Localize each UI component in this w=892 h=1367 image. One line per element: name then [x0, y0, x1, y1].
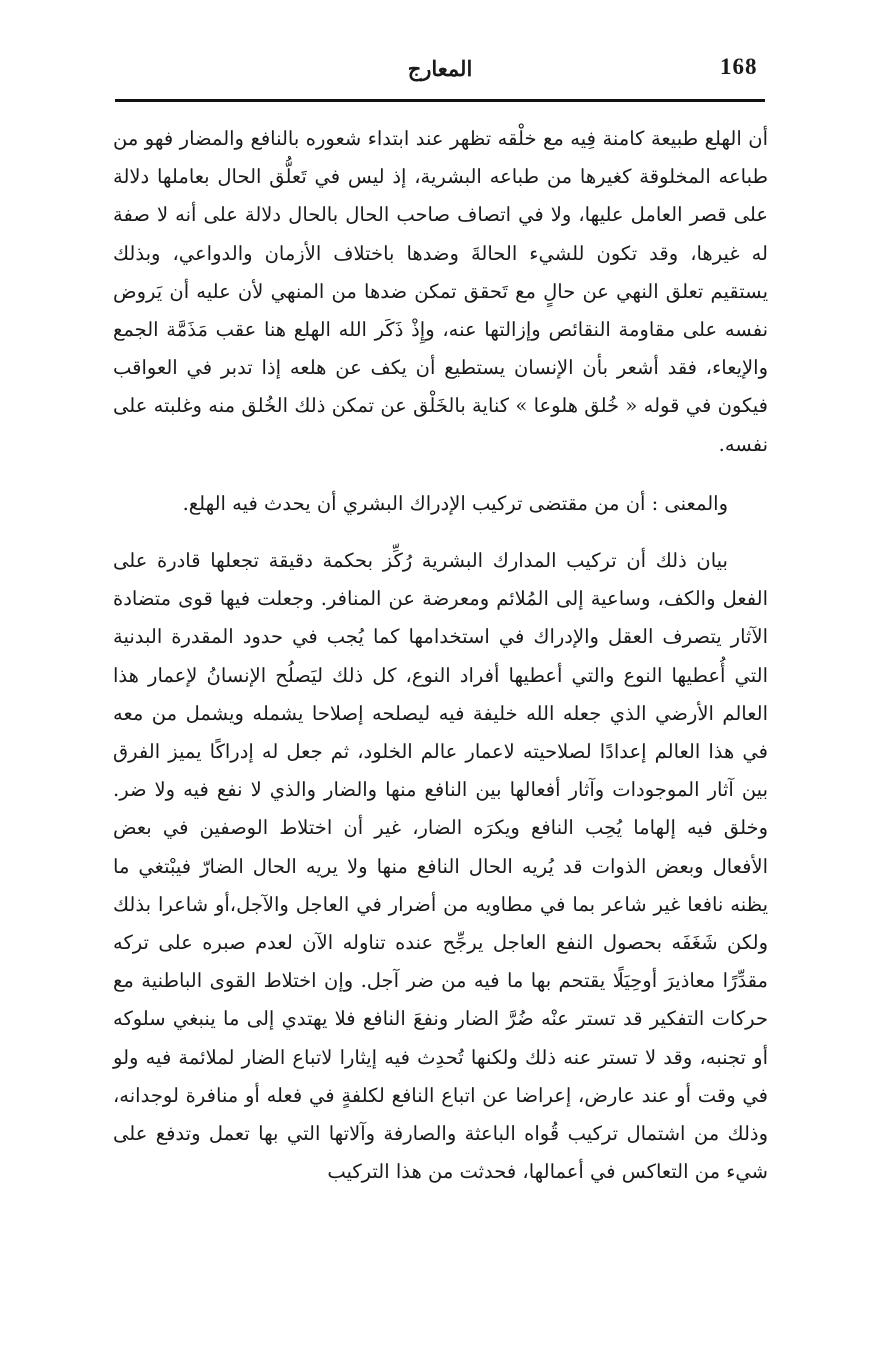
body-text [113, 120, 768, 1191]
running-title: المعارج [407, 56, 473, 81]
paragraph-2: والمعنى : أن من مقتضى تركيب الإدراك البشري أن يحدث فيه الهلع. [182, 491, 728, 515]
page-header [115, 52, 765, 96]
paragraph-1: أن الهلع طبيعة كامنة فِيه مع خلْقه تظهر عند ابتداء شعوره بالنافع والمضار فهو من طباعه المخلوقة كغيرها من طباعه البشرية، إذ ليس في تَعلُّق الحال بعاملها دلالة على قصر العامل عليها، ولا في اتصاف صاحب الحال بالحال دلالة على أنه لا صفة له غيرها، وقد تكون للشيء الحالةَ وضدها باختلاف الأزمان والدواعي، وبذلك يستقيم تعلق النهي عن حالٍ مع تَحقق تمكن ضدها من المنهي لأن عليه أن يَروض نفسه على مقاومة النقائص وإزالتها عنه، وإِذْ ذَكَر الله الهلع هنا عقب مَذَمَّة الجمع والإيعاء، فقد أشعر بأن الإنسان يستطيع أن يكف عن هلعه إذا تدبر في العواقب فيكون في قوله « خُلق هلوعا » كناية بالخَلْق عن تمكن ذلك الخُلق منه وغلبته على نفسه. [113, 127, 768, 456]
paragraph-3: بيان ذلك أن تركيب المدارك البشرية رُكِّز بحكمة دقيقة تجعلها قادرة على الفعل والكف، وساعية إلى المُلائم ومعرضة عن المنافر. وجعلت فيها قوى متضادة الآثار يتصرف العقل والإدراك في استخدامها كما يُجب في حدود المقدرة البدنية التي أُعطيها النوع والتي أعطيها أفراد النوع، كل ذلك ليَصلُح الإنسانُ لإعمار هذا العالم الأرضي الذي جعله الله خليفة فيه ليصلحه إصلاحا يشمله ويشمل من معه في هذا العالم إعدادًا لصلاحيته لاعمار عالم الخلود، ثم جعل له إدراكًا يميز الفرق بين آثار الموجودات وآثار أفعالها بين النافع منها والضار والذي لا نفع فيه ولا ضر. وخلق فيه إلهاما يُحِب النافع ويكرَه الضار، غير أن اختلاط الوصفين في بعض الأفعال وبعض الذوات قد يُريه الحال النافع منها ولا يريه الحال الضارّ فيبْتغي ما يظنه نافعا غير شاعر بما في مطاويه من أضرار في العاجل والآجل،أو شاعرا بذلك ولكن شَغَفَه بحصول النفع العاجل يرجِّح عنده تناوله الآن لعدم صبره على تركه مقدِّرًا معاذيرَ أوحِيَلًا يقتحم بها ما فيه من ضر آجل. وإن اختلاط القوى الباطنية مع حركات التفكير قد تستر عنْه ضُرَّ الضار ونفعَ النافع فلا يهتدي إلى ما ينبغي سلوكه أو تجنبه، وقد لا تستر عنه ذلك ولكنها تُحدِث فيه إيثارا لاتباع الضار لملائمة فيه ولو في وقت أو عند عارض، إعراضا عن اتباع النافع لكلفةٍ في فعله أو منافرة لوجدانه، وذلك من اشتمال تركيب قُواه الباعثة والصارفة وآلاتها التي بها تعمل وتدفع على شيء من التعاكس في أعمالها، فحدثت من هذا التركيب [113, 549, 768, 1184]
page-number: 168 [720, 54, 758, 79]
header-rule [115, 99, 765, 102]
